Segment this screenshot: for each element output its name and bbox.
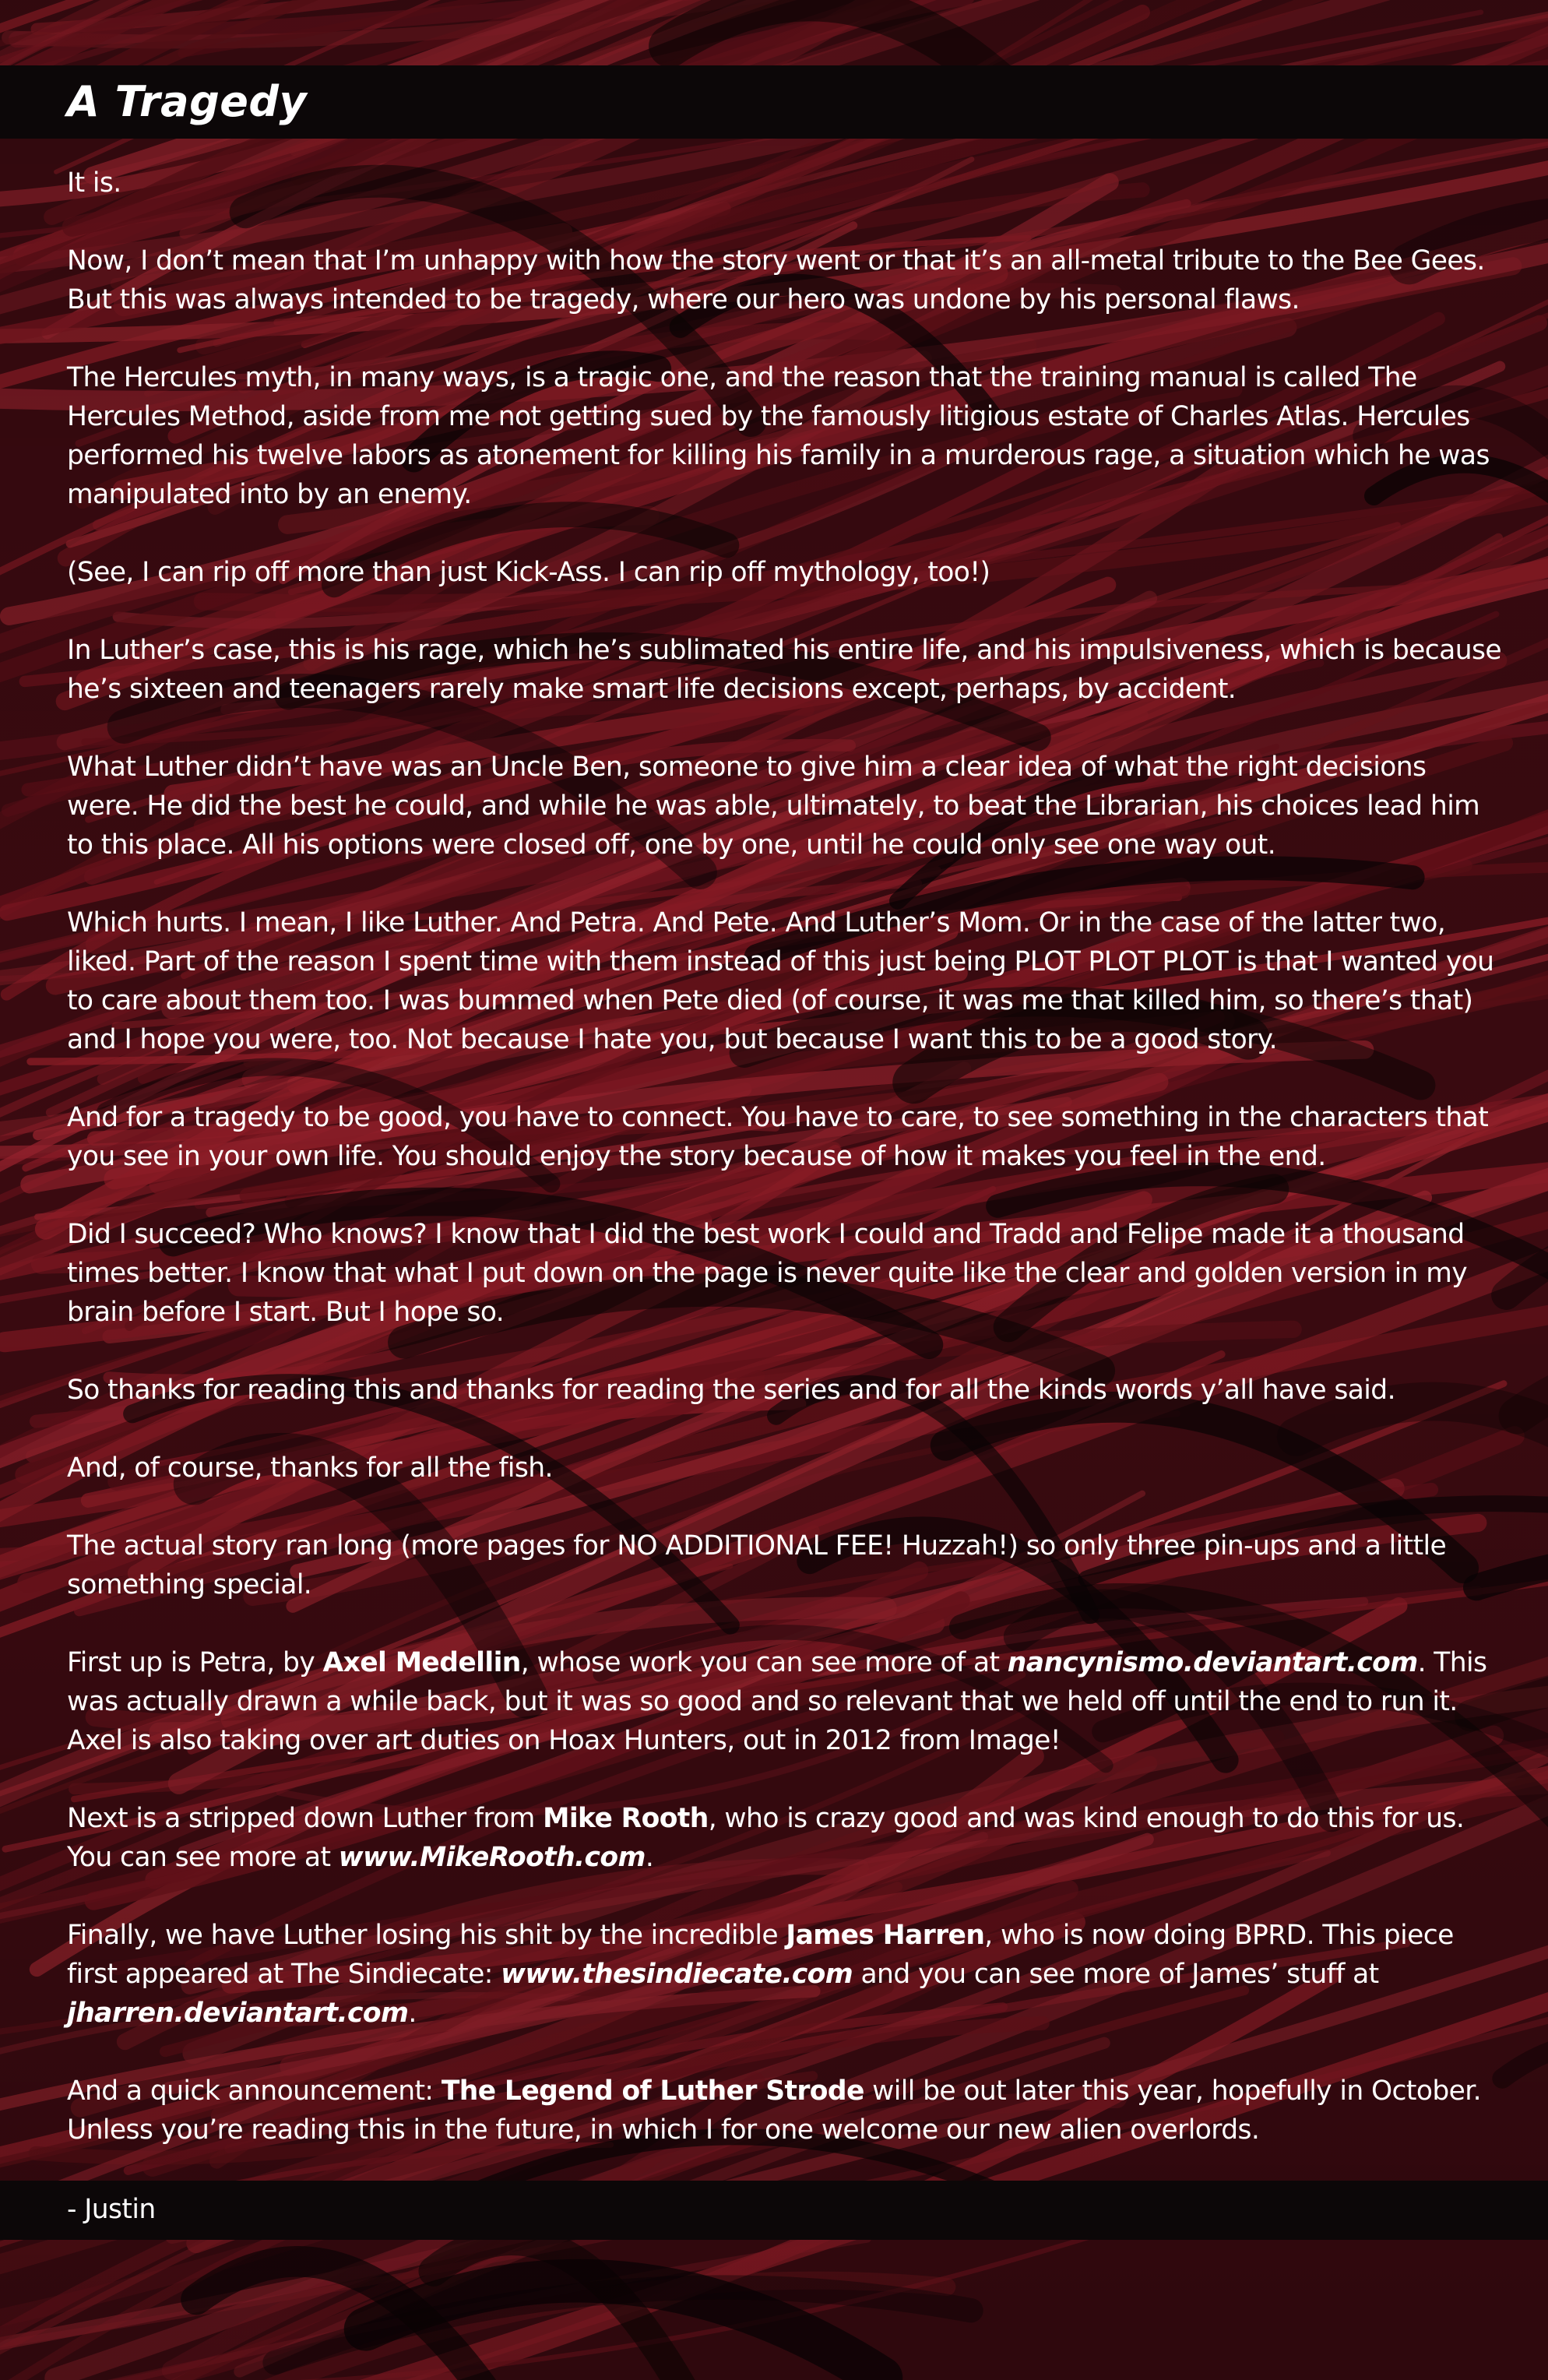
paragraph-3: The Hercules myth, in many ways, is a tragic one, and the reason that the training manual is called The Hercules Method, aside from me not getting sued by the famously litigious estate of Charles Atlas. Hercules performed his twelve labors as atonement for killing his family in a murderous rage, a situation which he was manipulated into by an enemy. (67, 362, 1490, 510)
link-sindiecate: www.thesindiecate.com (501, 1959, 853, 1990)
paragraph-4: (See, I can rip off more than just Kick-Ass. I can rip off mythology, too!) (67, 557, 990, 588)
article-body (67, 164, 1504, 2188)
link-jharren: jharren.deviantart.com (67, 1998, 409, 2029)
paragraph-10: So thanks for reading this and thanks for reading the series and for all the kinds words y’all have said. (67, 1375, 1395, 1406)
paragraph-6: What Luther didn’t have was an Uncle Ben, someone to give him a clear idea of what the right decisions were. He did the best he could, and while he was able, ultimately, to beat the Librarian, his choices lead him to this place. All his options were closed off, one by one, until he could only see one way out. (67, 752, 1480, 861)
artist-name-mike: Mike Rooth (543, 1803, 709, 1834)
book-title: The Legend of Luther Strode (441, 2075, 864, 2107)
paragraph-7: Which hurts. I mean, I like Luther. And Petra. And Pete. And Luther’s Mom. Or in the case of the latter two, liked. Part of the reason I spent time with them instead of this just being PLOT PLOT PLOT is that I wanted you to care about them too. I was bummed when Pete died (of course, it was me that killed him, so there’s that) and I hope you were, too. Not because I hate you, but because I want this to be a good story. (67, 907, 1494, 1055)
paragraph-11: And, of course, thanks for all the fish. (67, 1452, 553, 1484)
link-mikerooth: www.MikeRooth.com (338, 1842, 646, 1873)
paragraph-16: And a quick announcement: The Legend of Luther Strode will be out later this year, hopefully in October. Unless you’re reading this in the future, in which I for one welcome our new alien overlords. (67, 2075, 1482, 2146)
paragraph-12: The actual story ran long (more pages for NO ADDITIONAL FEE! Huzzah!) so only three pin-ups and a little something special. (67, 1530, 1447, 1600)
link-nancynismo: nancynismo.deviantart.com (1007, 1647, 1418, 1678)
signature-band (0, 2181, 1548, 2240)
paragraph-2: Now, I don’t mean that I’m unhappy with how the story went or that it’s an all-metal tribute to the Bee Gees. But this was always intended to be tragedy, where our hero was undone by his personal flaws. (67, 245, 1485, 315)
artist-name-axel: Axel Medellin (322, 1647, 521, 1678)
paragraph-15: Finally, we have Luther losing his shit by the incredible James Harren, who is now doing BPRD. This piece first appeared at The Sindiecate: www.thesindiecate.com and you can see more of James’ stuff at jharren.deviantart.com. (67, 1920, 1454, 2029)
paragraph-9: Did I succeed? Who knows? I know that I did the best work I could and Tradd and Felipe made it a thousand times better. I know that what I put down on the page is never quite like the clear and golden version in my brain before I start. But I hope so. (67, 1219, 1468, 1328)
signature: - Justin (67, 2194, 156, 2225)
paragraph-1: It is. (67, 167, 121, 199)
artist-name-james: James Harren (786, 1920, 985, 1951)
paragraph-8: And for a tragedy to be good, you have to connect. You have to care, to see something in the characters that you see in your own life. You should enjoy the story because of how it makes you feel in the end. (67, 1102, 1489, 1172)
page-title: A Tragedy (67, 77, 308, 126)
paragraph-14: Next is a stripped down Luther from Mike Rooth, who is crazy good and was kind enough to do this for us. You can see more at www.MikeRooth.com. (67, 1803, 1465, 1873)
paragraph-13: First up is Petra, by Axel Medellin, whose work you can see more of at nancynismo.deviantart.com. This was actually drawn a while back, but it was so good and so relevant that we held off until the end to run it. Axel is also taking over art duties on Hoax Hunters, out in 2012 from Image! (67, 1647, 1487, 1756)
paragraph-5: In Luther’s case, this is his rage, which he’s sublimated his entire life, and his impulsiveness, which is because he’s sixteen and teenagers rarely make smart life decisions except, perhaps, by accident. (67, 635, 1501, 705)
